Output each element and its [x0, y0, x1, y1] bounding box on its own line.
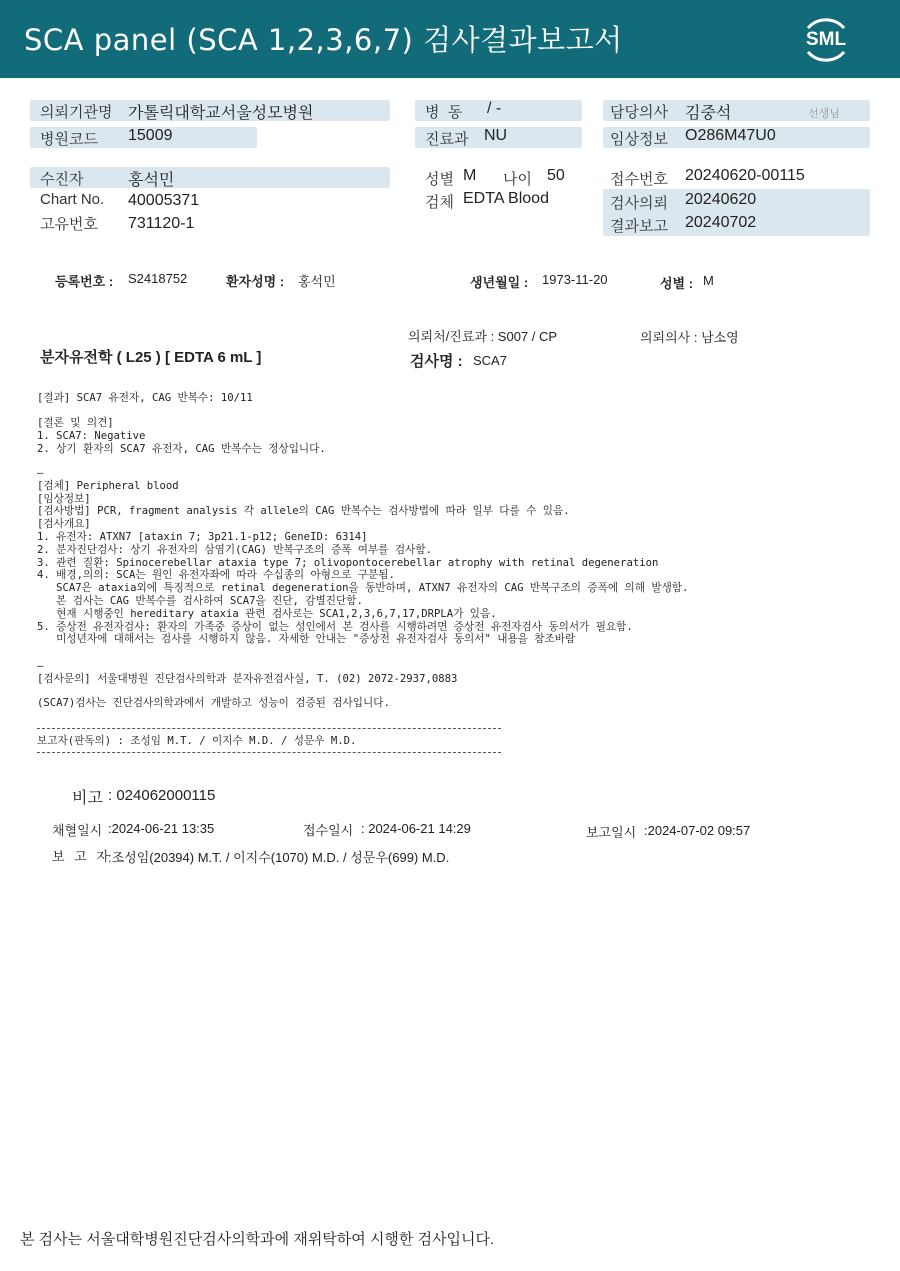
- logo-text: SML: [805, 29, 847, 50]
- dob-label: 생년월일 :: [470, 275, 529, 290]
- divider-bottom: [37, 752, 501, 753]
- doctor-label: 담당의사: [610, 104, 668, 121]
- report-time-label: 보고일시: [586, 825, 637, 840]
- report-date-label: 결과보고: [610, 218, 668, 235]
- reporter-line: 보고자(판독의) : 조성임 M.T. / 이지수 M.D. / 성문우 M.D.: [37, 735, 357, 747]
- code-label: 병원코드: [40, 131, 98, 148]
- inquiry-block: — [검사문의] 서울대병원 진단검사의학과 분자유전검사실, T. (02) 2072-2937,0883: [37, 660, 458, 685]
- collect-label: 채혈일시: [52, 823, 103, 838]
- validation-note: (SCA7)검사는 진단검사의학과에서 개발하고 성능이 검증된 검사입니다.: [37, 697, 390, 709]
- doctor-value: 김중석: [685, 105, 732, 122]
- clinical-value: O286M47U0: [685, 127, 776, 144]
- dept-label: 진료과: [425, 131, 469, 148]
- conclusion-block: [결론 및 의견] 1. SCA7: Negative 2. 상기 환자의 SCA7 유전자, CAG 반복수는 정상입니다.: [37, 417, 326, 455]
- request-label: 검사의뢰: [610, 195, 668, 212]
- patient-value: 홍석민: [128, 172, 175, 189]
- chart-label: Chart No.: [40, 191, 105, 208]
- patient-bar: [30, 167, 390, 188]
- reg-sex-label: 성별 :: [660, 276, 694, 291]
- accept-label: 접수일시: [303, 823, 354, 838]
- dob-value: 1973-11-20: [542, 272, 608, 287]
- hospital-label: 의뢰기관명: [40, 104, 113, 121]
- report-time-value: :2024-07-02 09:57: [644, 823, 751, 838]
- ward-value: / -: [487, 100, 502, 117]
- reg-no-label: 등록번호 :: [55, 274, 114, 289]
- id-value: 731120-1: [128, 215, 195, 232]
- footer-note: 본 검사는 서울대학병원진단검사의학과에 재위탁하여 시행한 검사입니다.: [20, 1231, 495, 1248]
- clinical-label: 임상정보: [610, 131, 668, 148]
- test-name-label: 검사명 :: [410, 353, 463, 370]
- method-block: — [검체] Peripheral blood [임상정보] [검사방법] PCR, fragment analysis 각 allele의 CAG 반복수는 검사방법에 따라 일부 다를 수 있음. [검사개요] 1. 유전자: ATXN7 [ataxin 7; 3p21.1-p12; GeneID: 6314] 2. 분자진단검사: 상기 유전자의 삼염기(CAG) 반복구조의 증폭 여부를 검사함. 3. 관련 질환: Spinocerebellar ataxia type 7; olivopontocerebellar atrophy with retinal degeneration 4. 배경,의의: SCA는 원인 유전자좌에 따라 수십종의 아형으로 구분됨. SCA7은 ataxia외에 특징적으로 retinal degeneration을 동반하며, ATXN7 유전자의 CAG 반복구조의 증폭에 의해 발생함. 본 검사는 CAG 반복수를 검사하여 SCA7을 진단, 감별진단함. 현재 시행중인 hereditary ataxia 관련 검사로는 SCA1,2,3,6,7,17,DRPLA가 있음. 5. 증상전 유전자검사: 환자의 가족중 증상이 없는 성인에서 본 검사를 시행하려면 증상전 유전자검사 동의서가 필요함. 미성년자에 대해서는 검사를 시행하지 않음. 자세한 안내는 "증상전 유전자검사 동의서" 내용을 참조바람: [37, 467, 689, 646]
- specimen-value: EDTA Blood: [463, 190, 549, 207]
- remark-label: 비고: [72, 790, 103, 807]
- receipt-value: 20240620-00115: [685, 167, 805, 184]
- requesting-doctor: 의뢰의사 : 남소영: [640, 330, 739, 345]
- client-dept: 의뢰처/진료과 : S007 / CP: [408, 329, 558, 344]
- report-date-value: 20240702: [685, 214, 757, 231]
- doctor-suffix: 선생님: [808, 108, 840, 120]
- test-name-value: SCA7: [473, 353, 507, 368]
- hospital-value: 가톨릭대학교서울성모병원: [128, 105, 314, 122]
- reporter-value: :조성임(20394) M.T. / 이지수(1070) M.D. / 성문우(699) M.D.: [108, 850, 450, 865]
- reporter-label: 보 고 자: [52, 849, 109, 864]
- divider-top: [37, 728, 501, 729]
- remark-value: : 024062000115: [108, 787, 216, 804]
- age-label: 나이: [503, 171, 532, 188]
- sml-logo: [798, 12, 854, 68]
- sex-label: 성별: [425, 171, 454, 188]
- ward-label: 병 동: [425, 104, 463, 121]
- report-title: SCA panel (SCA 1,2,3,6,7) 검사결과보고서: [24, 23, 623, 57]
- age-value: 50: [547, 167, 565, 184]
- reg-sex-value: M: [703, 273, 714, 288]
- accept-value: : 2024-06-21 14:29: [361, 821, 471, 836]
- specimen-label: 검체: [425, 194, 454, 211]
- patient-label: 수진자: [40, 171, 84, 188]
- dept-value: NU: [484, 127, 508, 144]
- code-value: 15009: [128, 127, 173, 144]
- result-line: [결과] SCA7 유전자, CAG 반복수: 10/11: [37, 392, 253, 404]
- sex-value: M: [463, 167, 477, 184]
- receipt-label: 접수번호: [610, 171, 668, 188]
- report-header: [0, 0, 900, 78]
- reg-name-value: 홍석민: [298, 274, 336, 289]
- id-label: 고유번호: [40, 216, 98, 233]
- chart-value: 40005371: [128, 192, 200, 209]
- reg-name-label: 환자성명 :: [226, 274, 285, 289]
- reg-no-value: S2418752: [128, 271, 188, 286]
- section-title: 분자유전학 ( L25 ) [ EDTA 6 mL ]: [40, 349, 262, 366]
- collect-value: :2024-06-21 13:35: [108, 821, 215, 836]
- request-value: 20240620: [685, 191, 757, 208]
